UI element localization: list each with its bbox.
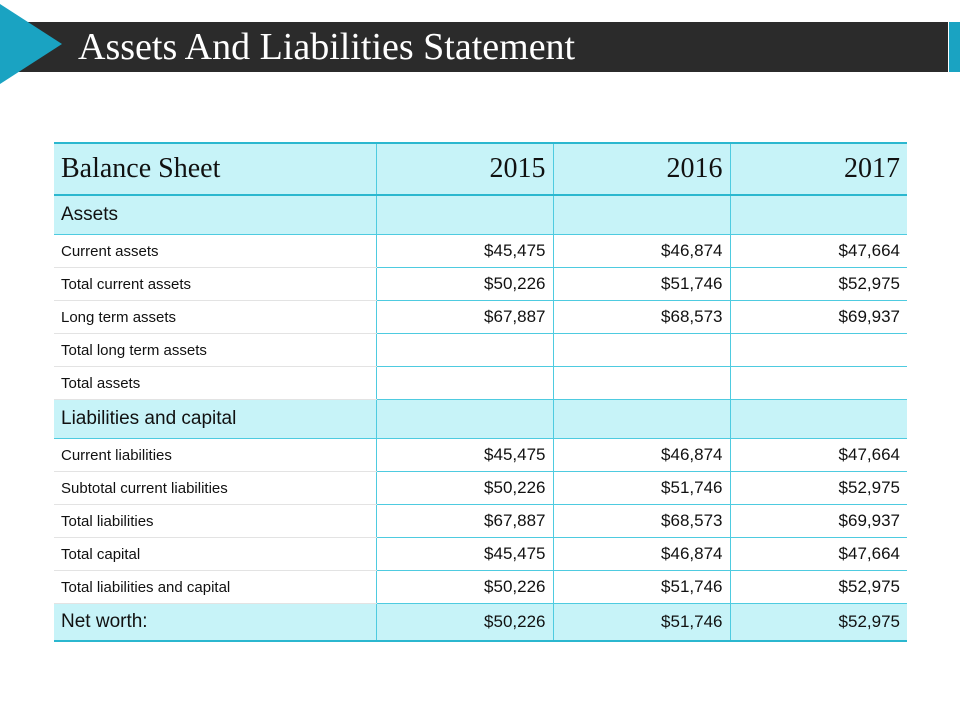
row-value xyxy=(376,367,553,400)
row-label: Liabilities and capital xyxy=(54,400,376,439)
table-row xyxy=(54,235,907,268)
row-value: $51,746 xyxy=(553,604,730,642)
table-row xyxy=(54,472,907,505)
header-year: 2016 xyxy=(553,143,730,195)
row-label: Subtotal current liabilities xyxy=(54,472,376,505)
title-arrow-icon xyxy=(0,4,62,84)
row-value xyxy=(553,400,730,439)
row-value xyxy=(376,195,553,235)
row-label: Total assets xyxy=(54,367,376,400)
row-label: Current liabilities xyxy=(54,439,376,472)
table-row xyxy=(54,301,907,334)
table-row xyxy=(54,367,907,400)
row-label: Total liabilities and capital xyxy=(54,571,376,604)
row-value: $52,975 xyxy=(730,571,907,604)
row-value: $47,664 xyxy=(730,538,907,571)
row-value xyxy=(553,334,730,367)
table-row xyxy=(54,439,907,472)
row-value xyxy=(730,400,907,439)
row-label: Total capital xyxy=(54,538,376,571)
section-row xyxy=(54,195,907,235)
row-value: $68,573 xyxy=(553,301,730,334)
section-row xyxy=(54,400,907,439)
row-value: $45,475 xyxy=(376,235,553,268)
row-value: $47,664 xyxy=(730,235,907,268)
row-value xyxy=(730,195,907,235)
row-value: $50,226 xyxy=(376,268,553,301)
row-value: $51,746 xyxy=(553,571,730,604)
row-label: Total liabilities xyxy=(54,505,376,538)
header-label: Balance Sheet xyxy=(54,143,376,195)
row-value: $52,975 xyxy=(730,472,907,505)
row-value: $46,874 xyxy=(553,235,730,268)
row-label: Current assets xyxy=(54,235,376,268)
row-value: $46,874 xyxy=(553,439,730,472)
table-row xyxy=(54,571,907,604)
row-value: $46,874 xyxy=(553,538,730,571)
row-value xyxy=(376,400,553,439)
row-label: Total long term assets xyxy=(54,334,376,367)
header-year: 2015 xyxy=(376,143,553,195)
page-title: Assets And Liabilities Statement xyxy=(78,26,576,68)
row-value xyxy=(730,367,907,400)
row-value xyxy=(553,195,730,235)
header-year: 2017 xyxy=(730,143,907,195)
table-row xyxy=(54,268,907,301)
row-value: $47,664 xyxy=(730,439,907,472)
row-value: $69,937 xyxy=(730,301,907,334)
title-right-accent xyxy=(949,22,960,72)
row-value: $50,226 xyxy=(376,604,553,642)
row-value: $67,887 xyxy=(376,505,553,538)
net-worth-row xyxy=(54,604,907,642)
row-label: Assets xyxy=(54,195,376,235)
row-value xyxy=(376,334,553,367)
row-label: Net worth: xyxy=(54,604,376,642)
table-row xyxy=(54,538,907,571)
row-value xyxy=(553,367,730,400)
table-header-row xyxy=(54,143,907,195)
table-row xyxy=(54,505,907,538)
table-row xyxy=(54,334,907,367)
row-value: $68,573 xyxy=(553,505,730,538)
row-value: $52,975 xyxy=(730,604,907,642)
row-value: $52,975 xyxy=(730,268,907,301)
row-label: Total current assets xyxy=(54,268,376,301)
row-label: Long term assets xyxy=(54,301,376,334)
row-value: $67,887 xyxy=(376,301,553,334)
row-value: $45,475 xyxy=(376,439,553,472)
balance-sheet-table xyxy=(54,142,907,642)
row-value: $50,226 xyxy=(376,571,553,604)
row-value: $51,746 xyxy=(553,268,730,301)
row-value: $45,475 xyxy=(376,538,553,571)
row-value: $50,226 xyxy=(376,472,553,505)
row-value: $51,746 xyxy=(553,472,730,505)
row-value: $69,937 xyxy=(730,505,907,538)
row-value xyxy=(730,334,907,367)
